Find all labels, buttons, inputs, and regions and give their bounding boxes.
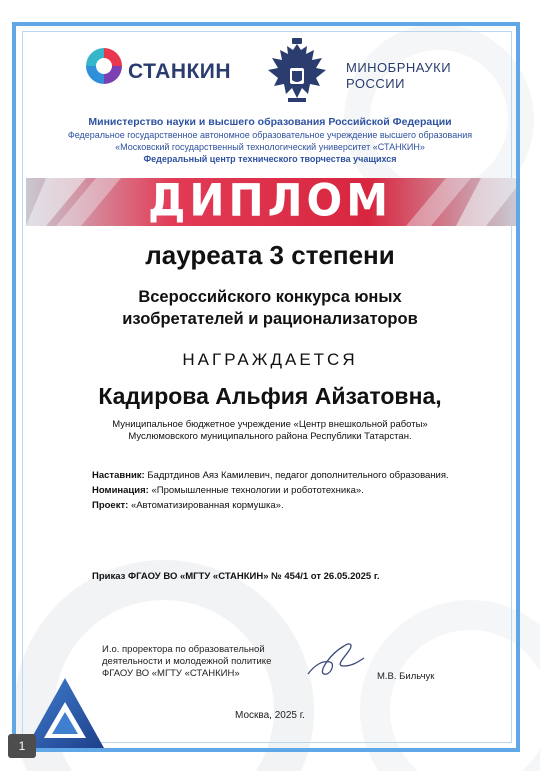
nomination-line: Номинация: «Промышленные технологии и робототехника». [92,485,364,496]
diploma-title: ДИПЛОМ [147,174,393,227]
laureate-degree: лауреата 3 степени [145,240,395,270]
recipient-name: Кадирова Альфия Айзатовна, [98,383,442,409]
institution-header [40,116,500,165]
project-line: Проект: «Автоматизированная кормушка». [92,500,284,511]
contest-name: Всероссийского конкурса юных изобретателей и рационализаторов [122,288,418,328]
awarded-label: НАГРАЖДАЕТСЯ [182,350,358,369]
award-details [92,468,492,513]
university-name: «Московский государственный технологический университет «СТАНКИН» [115,142,425,152]
signer-title: И.о. проректора по образовательной деятельности и молодежной политике ФГАОУ ВО «МГТУ «СТАНКИН» [102,644,272,679]
handwritten-signature [300,636,370,684]
stankin-logo-icon [82,44,126,88]
page-number-badge[interactable]: 1 [8,734,36,758]
institution-type: Федеральное государственное автономное образовательное учреждение высшего образования [67,130,473,140]
russian-emblem-icon [262,38,332,112]
recipient-organization: Муниципальное бюджетное учреждение «Центр внешкольной работы» Муслюмовского муниципального района Республики Татарстан. [112,419,428,442]
place-and-year: Москва, 2025 г. [235,710,305,721]
stankin-logo-text: СТАНКИН [128,60,232,83]
mentor-line: Наставник: Бадртдинов Аяз Камилевич, педагог дополнительного образования. [92,470,449,481]
ministry-name: Министерство науки и высшего образования Российской Федерации [88,116,452,128]
ministry-short-name: МИНОБРНАУКИ РОССИИ [346,60,452,91]
center-name: Федеральный центр технического творчества учащихся [143,154,397,164]
signer-name: М.В. Бильчук [377,671,435,682]
order-reference: Приказ ФГАОУ ВО «МГТУ «СТАНКИН» № 454/1 от 26.05.2025 г. [92,571,380,582]
